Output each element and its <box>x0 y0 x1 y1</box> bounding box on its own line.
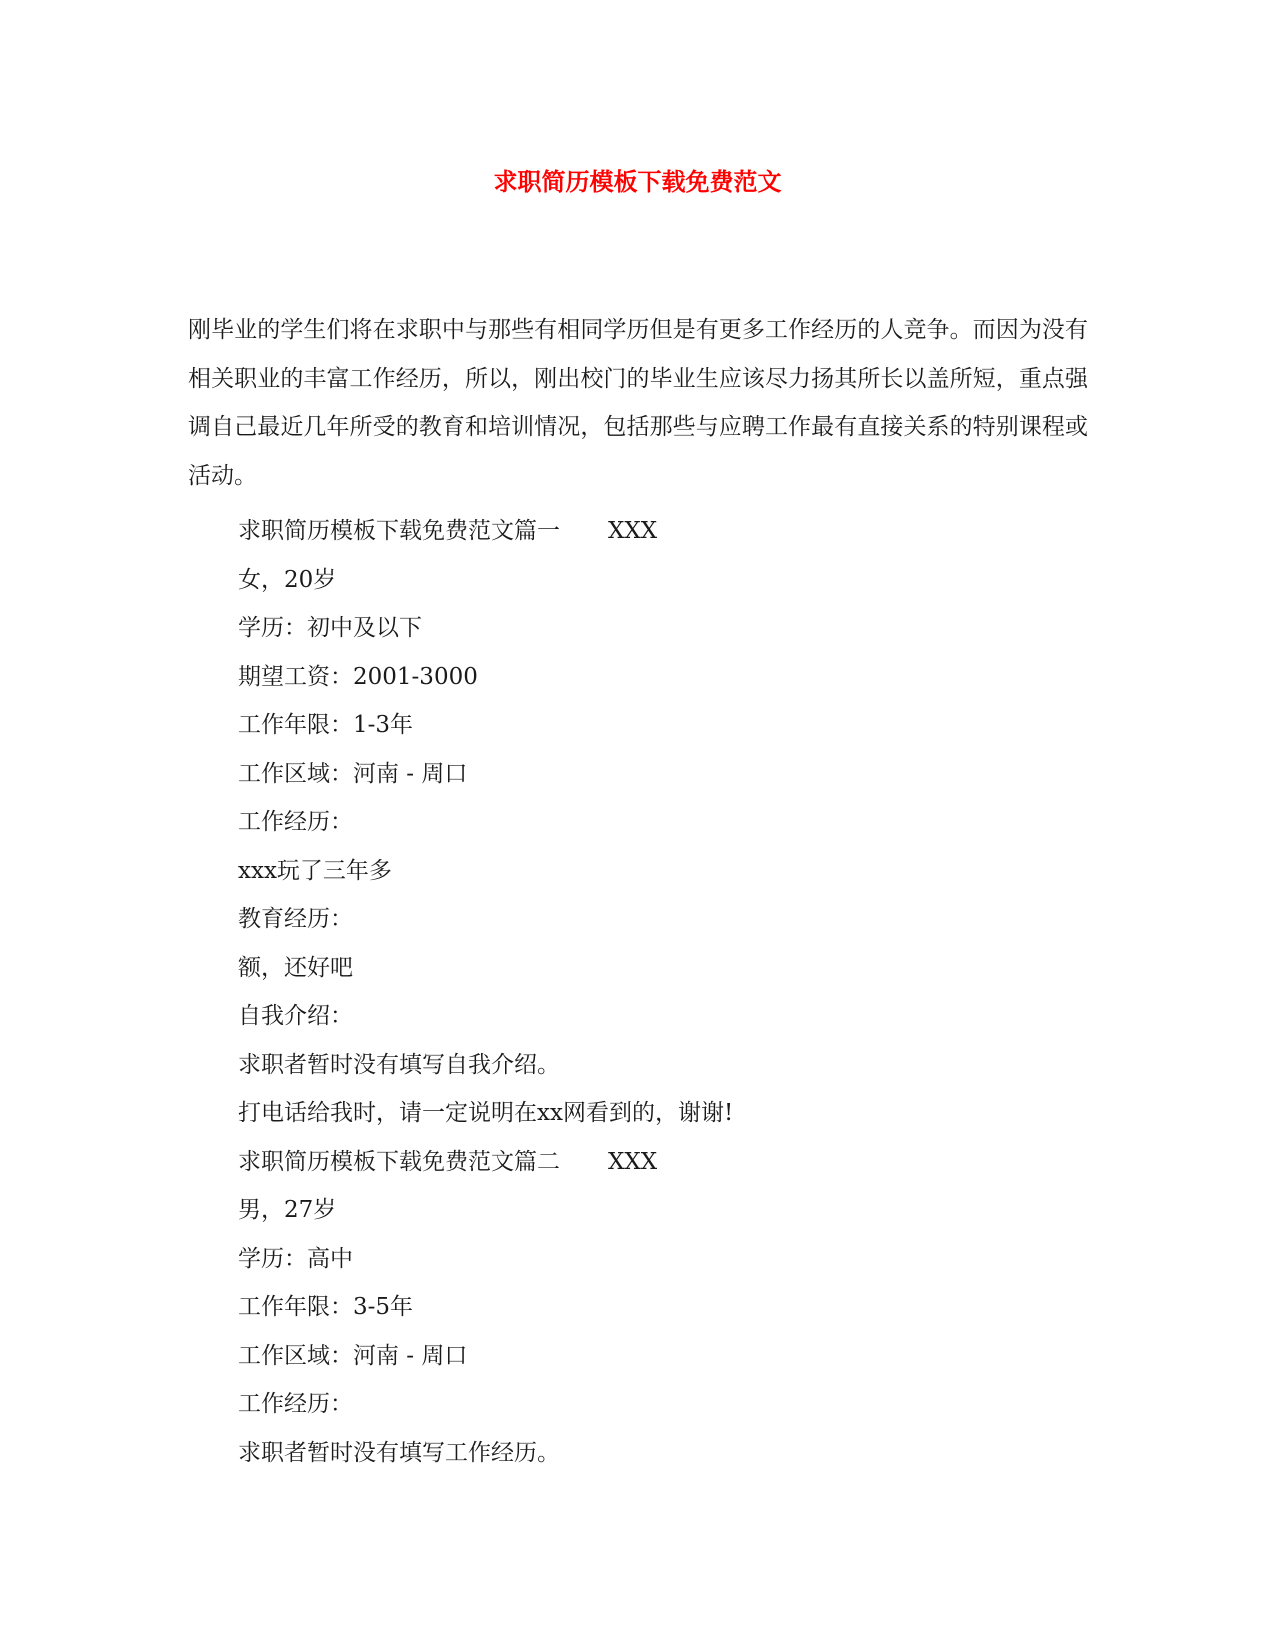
resume-line: 工作区域：河南 - 周口 <box>238 760 468 787</box>
intro-paragraph: 刚毕业的学生们将在求职中与那些有相同学历但是有更多工作经历的人竞争。而因为没有相关职业的丰富工作经历，所以，刚出校门的毕业生应该尽力扬其所长以盖所短，重点强调自己最近几年所受的教育和培训情况，包括那些与应聘工作最有直接关系的特别课程或活动。 <box>188 317 1088 489</box>
candidate-name: XXX <box>608 1148 658 1175</box>
resume-content <box>238 507 733 1477</box>
section-heading <box>238 507 733 556</box>
resume-line: 学历：初中及以下 <box>238 615 422 641</box>
resume-line: xxx玩了三年多 <box>238 857 392 884</box>
section-title: 求职简历模板下载免费范文篇一 <box>238 518 560 544</box>
resume-line: 求职者暂时没有填写自我介绍。 <box>238 1051 560 1078</box>
resume-line: 打电话给我时，请一定说明在xx网看到的，谢谢! <box>238 1100 734 1126</box>
resume-line: 工作经历： <box>238 809 353 835</box>
resume-line: 教育经历： <box>238 906 353 932</box>
resume-line: 求职者暂时没有填写工作经历。 <box>238 1439 560 1466</box>
resume-line: 女，20岁 <box>238 566 337 593</box>
resume-line: 男，27岁 <box>238 1197 337 1223</box>
resume-line: 工作年限：3-5年 <box>238 1294 414 1320</box>
resume-line: 自我介绍： <box>238 1003 353 1029</box>
resume-line: 工作年限：1-3年 <box>238 712 414 738</box>
resume-line: 学历：高中 <box>238 1245 353 1272</box>
resume-line: 工作区域：河南 - 周口 <box>238 1342 468 1369</box>
candidate-name: XXX <box>608 518 658 544</box>
resume-line: 期望工资：2001-3000 <box>238 663 478 690</box>
document-title: 求职简历模板下载免费范文 <box>493 167 782 196</box>
section-title: 求职简历模板下载免费范文篇二 <box>238 1148 560 1175</box>
section-heading <box>238 1138 733 1187</box>
resume-line: 额，还好吧 <box>238 954 353 981</box>
resume-line: 工作经历： <box>238 1391 353 1417</box>
